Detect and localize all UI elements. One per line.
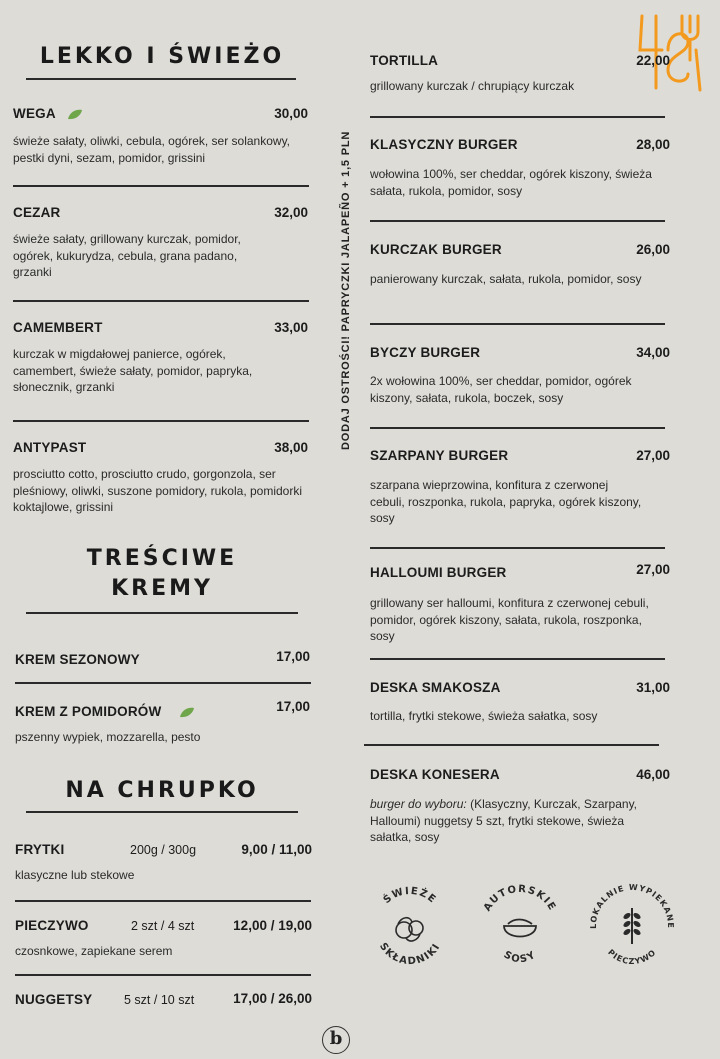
divider [15, 682, 311, 684]
menu-item-description: grillowany ser halloumi, konfitura z czerwonej cebuli, pomidor, ogórek kiszony, sałata, rukola, roszponka, sosy [370, 596, 649, 643]
divider [26, 811, 298, 813]
menu-item-name: HALLOUMI BURGER [370, 565, 507, 580]
badge-text-bottom: PIECZYWO [606, 947, 658, 967]
menu-item-description: klasyczne lub stekowe [15, 868, 135, 882]
menu-item-name: ANTYPAST [13, 440, 87, 455]
divider [15, 974, 311, 976]
divider [13, 420, 309, 422]
menu-item-name: TORTILLA [370, 53, 439, 68]
vegetables-icon [396, 918, 423, 941]
menu-item-price: 46,00 [636, 767, 670, 782]
menu-item-description: świeże sałaty, oliwki, cebula, ogórek, ser solankowy, pestki dyni, sezam, pomidor, grissini [13, 134, 291, 165]
menu-item-price: 34,00 [636, 345, 670, 360]
badge-text-top: ŚWIEŻE [381, 885, 439, 907]
menu-item-name: WEGA [13, 106, 83, 121]
divider [13, 300, 309, 302]
menu-item-portion: 200g / 300g [130, 843, 197, 857]
signature-sauces-badge [474, 878, 566, 970]
divider [13, 185, 309, 187]
badge-text-top: LOKALNIE WYPIEKANE [588, 882, 676, 929]
sauce-bowl-icon [504, 920, 536, 937]
menu-item-description: grillowany kurczak / chrupiący kurczak [370, 79, 575, 93]
divider [370, 116, 665, 118]
leaf-icon [179, 707, 195, 718]
menu-item-price: 17,00 [276, 649, 310, 664]
section-title-kremy: KREMY [111, 576, 213, 601]
menu-item-price: 26,00 [636, 242, 670, 257]
menu-item-price: 17,00 [276, 699, 310, 714]
badge-text-bottom: SOSY [501, 949, 539, 966]
menu-item-price: 31,00 [636, 680, 670, 695]
menu-item-name: BYCZY BURGER [370, 345, 481, 360]
footer-logo: b [322, 1026, 350, 1054]
menu-item-price: 9,00 / 11,00 [241, 842, 312, 857]
divider [370, 547, 665, 549]
menu-item-price: 38,00 [274, 440, 308, 455]
divider [370, 323, 665, 325]
menu-item-name: NUGGETSY [15, 992, 93, 1007]
divider [370, 658, 665, 660]
menu-item-name: KLASYCZNY BURGER [370, 137, 518, 152]
divider [370, 427, 665, 429]
menu-item-name: SZARPANY BURGER [370, 448, 509, 463]
menu-item-description: szarpana wieprzowina, konfitura z czerwonej cebuli, roszponka, rukola, papryka, ogórek kiszony, sosy [370, 478, 642, 525]
badge-text-top: AUTORSKIE [482, 883, 558, 914]
leaf-icon [67, 109, 83, 120]
menu-item-portion: 5 szt / 10 szt [124, 993, 195, 1007]
local-bakery-badge [586, 878, 678, 974]
menu-item-name: CEZAR [13, 205, 61, 220]
menu-item-name: DESKA SMAKOSZA [370, 680, 501, 695]
menu-item-portion: 2 szt / 4 szt [131, 919, 195, 933]
menu-item-description: prosciutto cotto, prosciutto crudo, gorgonzola, ser pleśniowy, oliwki, suszone pomidory, rukola, pomidorki koktajlowe, grissini [13, 467, 303, 514]
menu-item-name: PIECZYWO [15, 918, 89, 933]
menu-item-price: 27,00 [636, 562, 670, 577]
menu-item-name: CAMEMBERT [13, 320, 103, 335]
menu-item-price: 22,00 [636, 53, 670, 68]
menu-item-price: 30,00 [274, 106, 308, 121]
menu-item-name: FRYTKI [15, 842, 65, 857]
section-title-chrupko: NA CHRUPKO [65, 778, 259, 803]
menu-item-price: 33,00 [274, 320, 308, 335]
divider [26, 612, 298, 614]
menu-item-description: czosnkowe, zapiekane serem [15, 944, 173, 958]
menu-item-description: panierowany kurczak, sałata, rukola, pomidor, sosy [370, 272, 642, 286]
description-emphasis: burger do wyboru: [370, 797, 467, 811]
menu-item-price: 28,00 [636, 137, 670, 152]
section-title-tresciwe: TREŚCIWE [86, 546, 238, 571]
menu-item-description: kurczak w migdałowej panierce, ogórek, camembert, świeże sałaty, pomidor, papryka, słonecznik, grzanki [13, 347, 253, 394]
menu-item-description: świeże sałaty, grillowany kurczak, pomidor, ogórek, kukurydza, cebula, grana padano, grzanki [13, 232, 241, 279]
menu-item-name: KREM SEZONOWY [15, 652, 140, 667]
menu-item-description: burger do wyboru: (Klasyczny, Kurczak, Szarpany, Halloumi) nuggetsy 5 szt, frytki stekowe, świeża sałatka, sosy [370, 797, 638, 844]
jalapeno-note: DODAJ OSTROŚCI! PAPRYCZKI JALAPEÑO + 1,5 PLN [340, 130, 352, 450]
menu-item-name: DESKA KONESERA [370, 767, 500, 782]
menu-item-description: wołowina 100%, ser cheddar, ogórek kiszony, świeża sałata, rukola, pomidor, sosy [370, 167, 652, 198]
menu-item-price: 12,00 / 19,00 [233, 918, 312, 933]
wheat-icon [622, 908, 641, 944]
menu-item-name: KREM Z POMIDORÓW [15, 704, 195, 719]
section-title-lekko: LEKKO I ŚWIEŻO [39, 44, 285, 69]
menu-item-price: 17,00 / 26,00 [233, 991, 312, 1006]
badge-text-bottom: SKŁADNIKI [377, 941, 443, 968]
menu-item-description: pszenny wypiek, mozzarella, pesto [15, 730, 201, 744]
divider [364, 744, 659, 746]
menu-item-price: 32,00 [274, 205, 308, 220]
divider [26, 78, 296, 80]
menu-item-name: KURCZAK BURGER [370, 242, 502, 257]
divider [15, 900, 311, 902]
divider [370, 220, 665, 222]
fresh-ingredients-badge [366, 880, 454, 972]
menu-item-description: tortilla, frytki stekowe, świeża sałatka, sosy [370, 709, 598, 723]
menu-item-description: 2x wołowina 100%, ser cheddar, pomidor, ogórek kiszony, sałata, rukola, boczek, sosy [370, 374, 632, 405]
menu-item-price: 27,00 [636, 448, 670, 463]
